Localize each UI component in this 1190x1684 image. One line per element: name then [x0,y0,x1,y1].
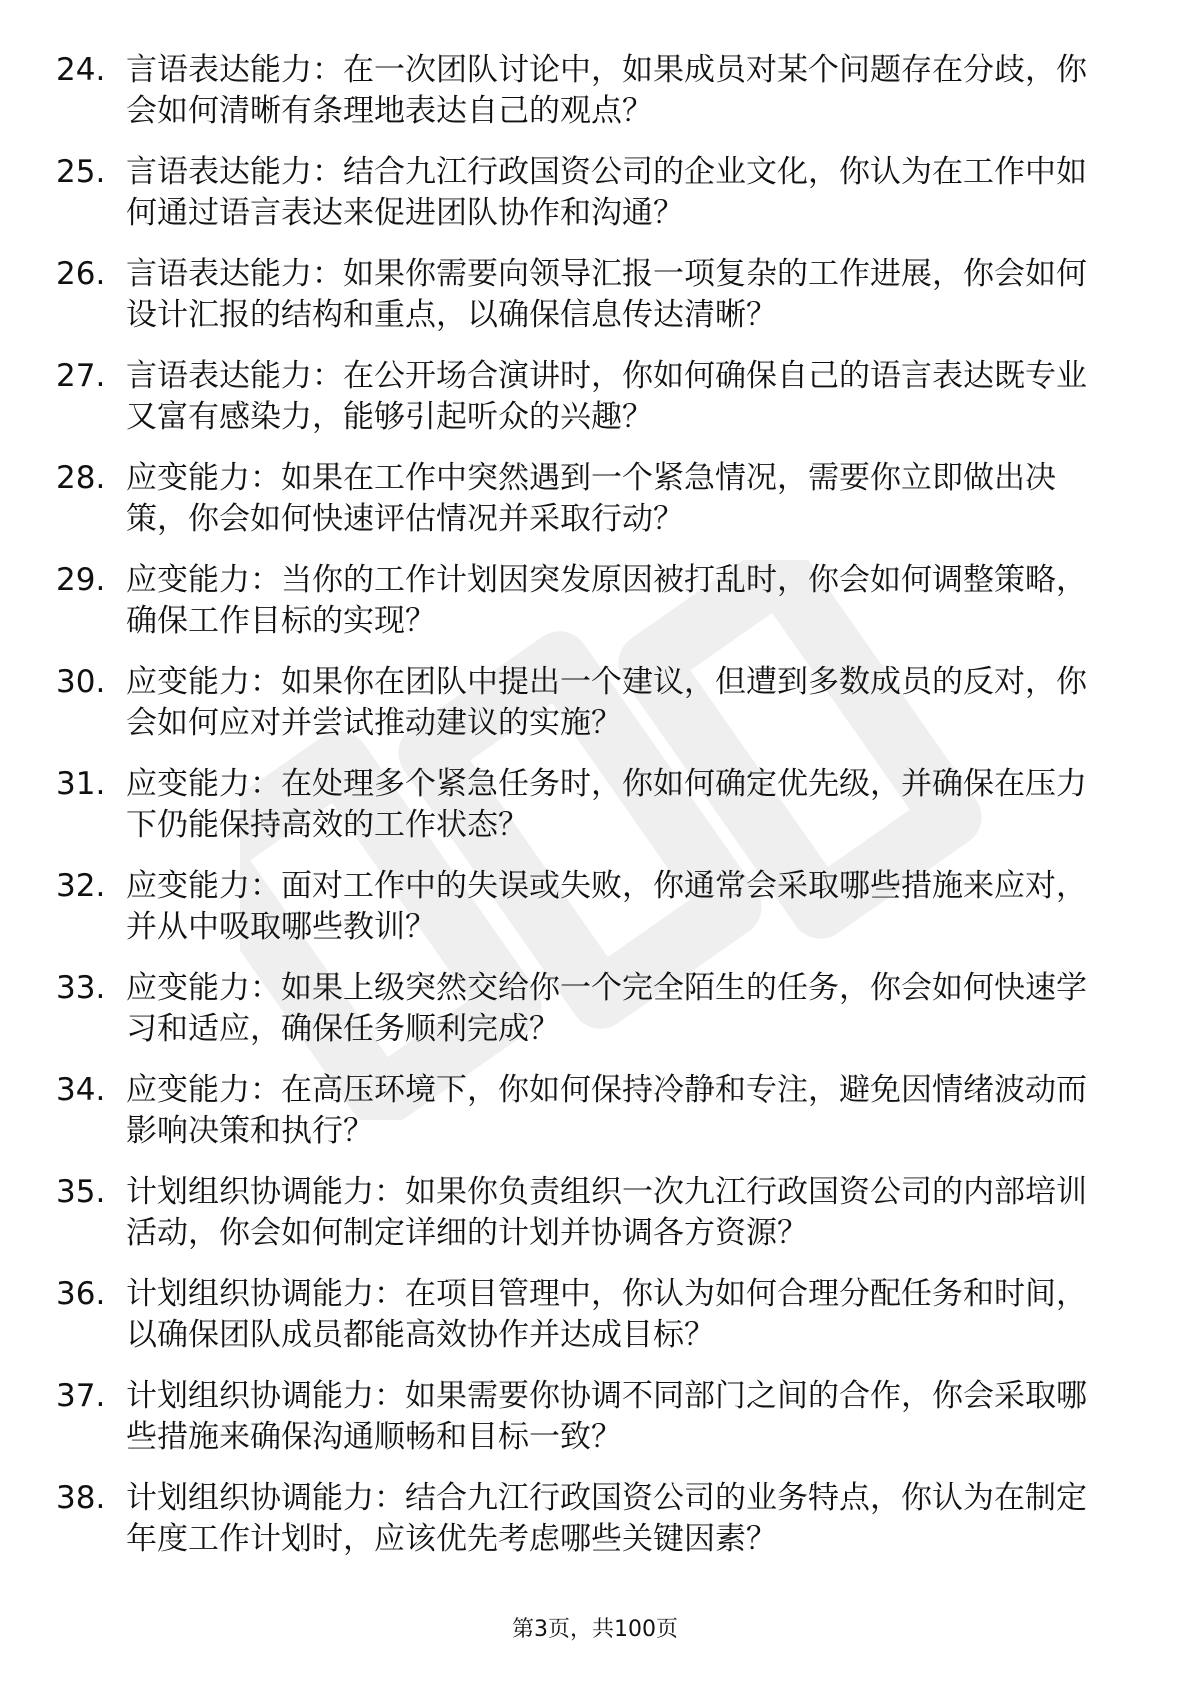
question-item-38 [56,1478,1116,1580]
question-text: 言语表达能力：结合九江行政国资公司的企业文化，你认为在工作中如何通过语言表达来促进团队协作和沟通？ [126,154,1087,231]
question-number: 30. [56,664,106,700]
question-item-37 [56,1376,1116,1478]
question-text: 应变能力：当你的工作计划因突发原因被打乱时，你会如何调整策略，确保工作目标的实现？ [126,562,1087,639]
question-number: 32. [56,868,106,904]
question-number: 37. [56,1378,106,1414]
question-number: 24. [56,52,106,88]
question-item-36 [56,1274,1116,1376]
question-text: 应变能力：如果在工作中突然遇到一个紧急情况，需要你立即做出决策，你会如何快速评估情况并采取行动？ [126,460,1056,537]
question-item-31 [56,764,1116,866]
question-number: 28. [56,460,106,496]
question-item-29 [56,560,1116,662]
question-number: 36. [56,1276,106,1312]
question-number: 27. [56,358,106,394]
question-item-35 [56,1172,1116,1274]
question-item-30 [56,662,1116,764]
question-text: 言语表达能力：在一次团队讨论中，如果成员对某个问题存在分歧，你会如何清晰有条理地表达自己的观点？ [126,52,1087,129]
question-text: 计划组织协调能力：结合九江行政国资公司的业务特点，你认为在制定年度工作计划时，应该优先考虑哪些关键因素？ [126,1480,1087,1557]
question-number: 33. [56,970,106,1006]
question-list [56,50,1116,1580]
question-item-26 [56,254,1116,356]
question-number: 29. [56,562,106,598]
question-number: 31. [56,766,106,802]
question-item-33 [56,968,1116,1070]
question-text: 应变能力：如果你在团队中提出一个建议，但遭到多数成员的反对，你会如何应对并尝试推动建议的实施？ [126,664,1087,741]
question-number: 25. [56,154,106,190]
question-item-34 [56,1070,1116,1172]
question-number: 34. [56,1072,106,1108]
question-item-27 [56,356,1116,458]
page-footer [0,1616,1190,1644]
question-item-28 [56,458,1116,560]
question-text: 应变能力：如果上级突然交给你一个完全陌生的任务，你会如何快速学习和适应，确保任务顺利完成？ [126,970,1087,1047]
question-text: 应变能力：面对工作中的失误或失败，你通常会采取哪些措施来应对，并从中吸取哪些教训？ [126,868,1087,945]
question-item-24 [56,50,1116,152]
question-text: 言语表达能力：如果你需要向领导汇报一项复杂的工作进展，你会如何设计汇报的结构和重点，以确保信息传达清晰？ [126,256,1087,333]
question-text: 计划组织协调能力：在项目管理中，你认为如何合理分配任务和时间，以确保团队成员都能高效协作并达成目标？ [126,1276,1087,1353]
question-text: 计划组织协调能力：如果需要你协调不同部门之间的合作，你会采取哪些措施来确保沟通顺畅和目标一致？ [126,1378,1087,1455]
question-text: 言语表达能力：在公开场合演讲时，你如何确保自己的语言表达既专业又富有感染力，能够引起听众的兴趣？ [126,358,1087,435]
question-number: 35. [56,1174,106,1210]
page-number-label: 第3页，共100页 [512,1617,678,1642]
question-text: 计划组织协调能力：如果你负责组织一次九江行政国资公司的内部培训活动，你会如何制定详细的计划并协调各方资源？ [126,1174,1087,1251]
question-text: 应变能力：在处理多个紧急任务时，你如何确定优先级，并确保在压力下仍能保持高效的工作状态？ [126,766,1087,843]
question-number: 38. [56,1480,106,1516]
question-number: 26. [56,256,106,292]
question-item-25 [56,152,1116,254]
question-item-32 [56,866,1116,968]
question-text: 应变能力：在高压环境下，你如何保持冷静和专注，避免因情绪波动而影响决策和执行？ [126,1072,1087,1149]
